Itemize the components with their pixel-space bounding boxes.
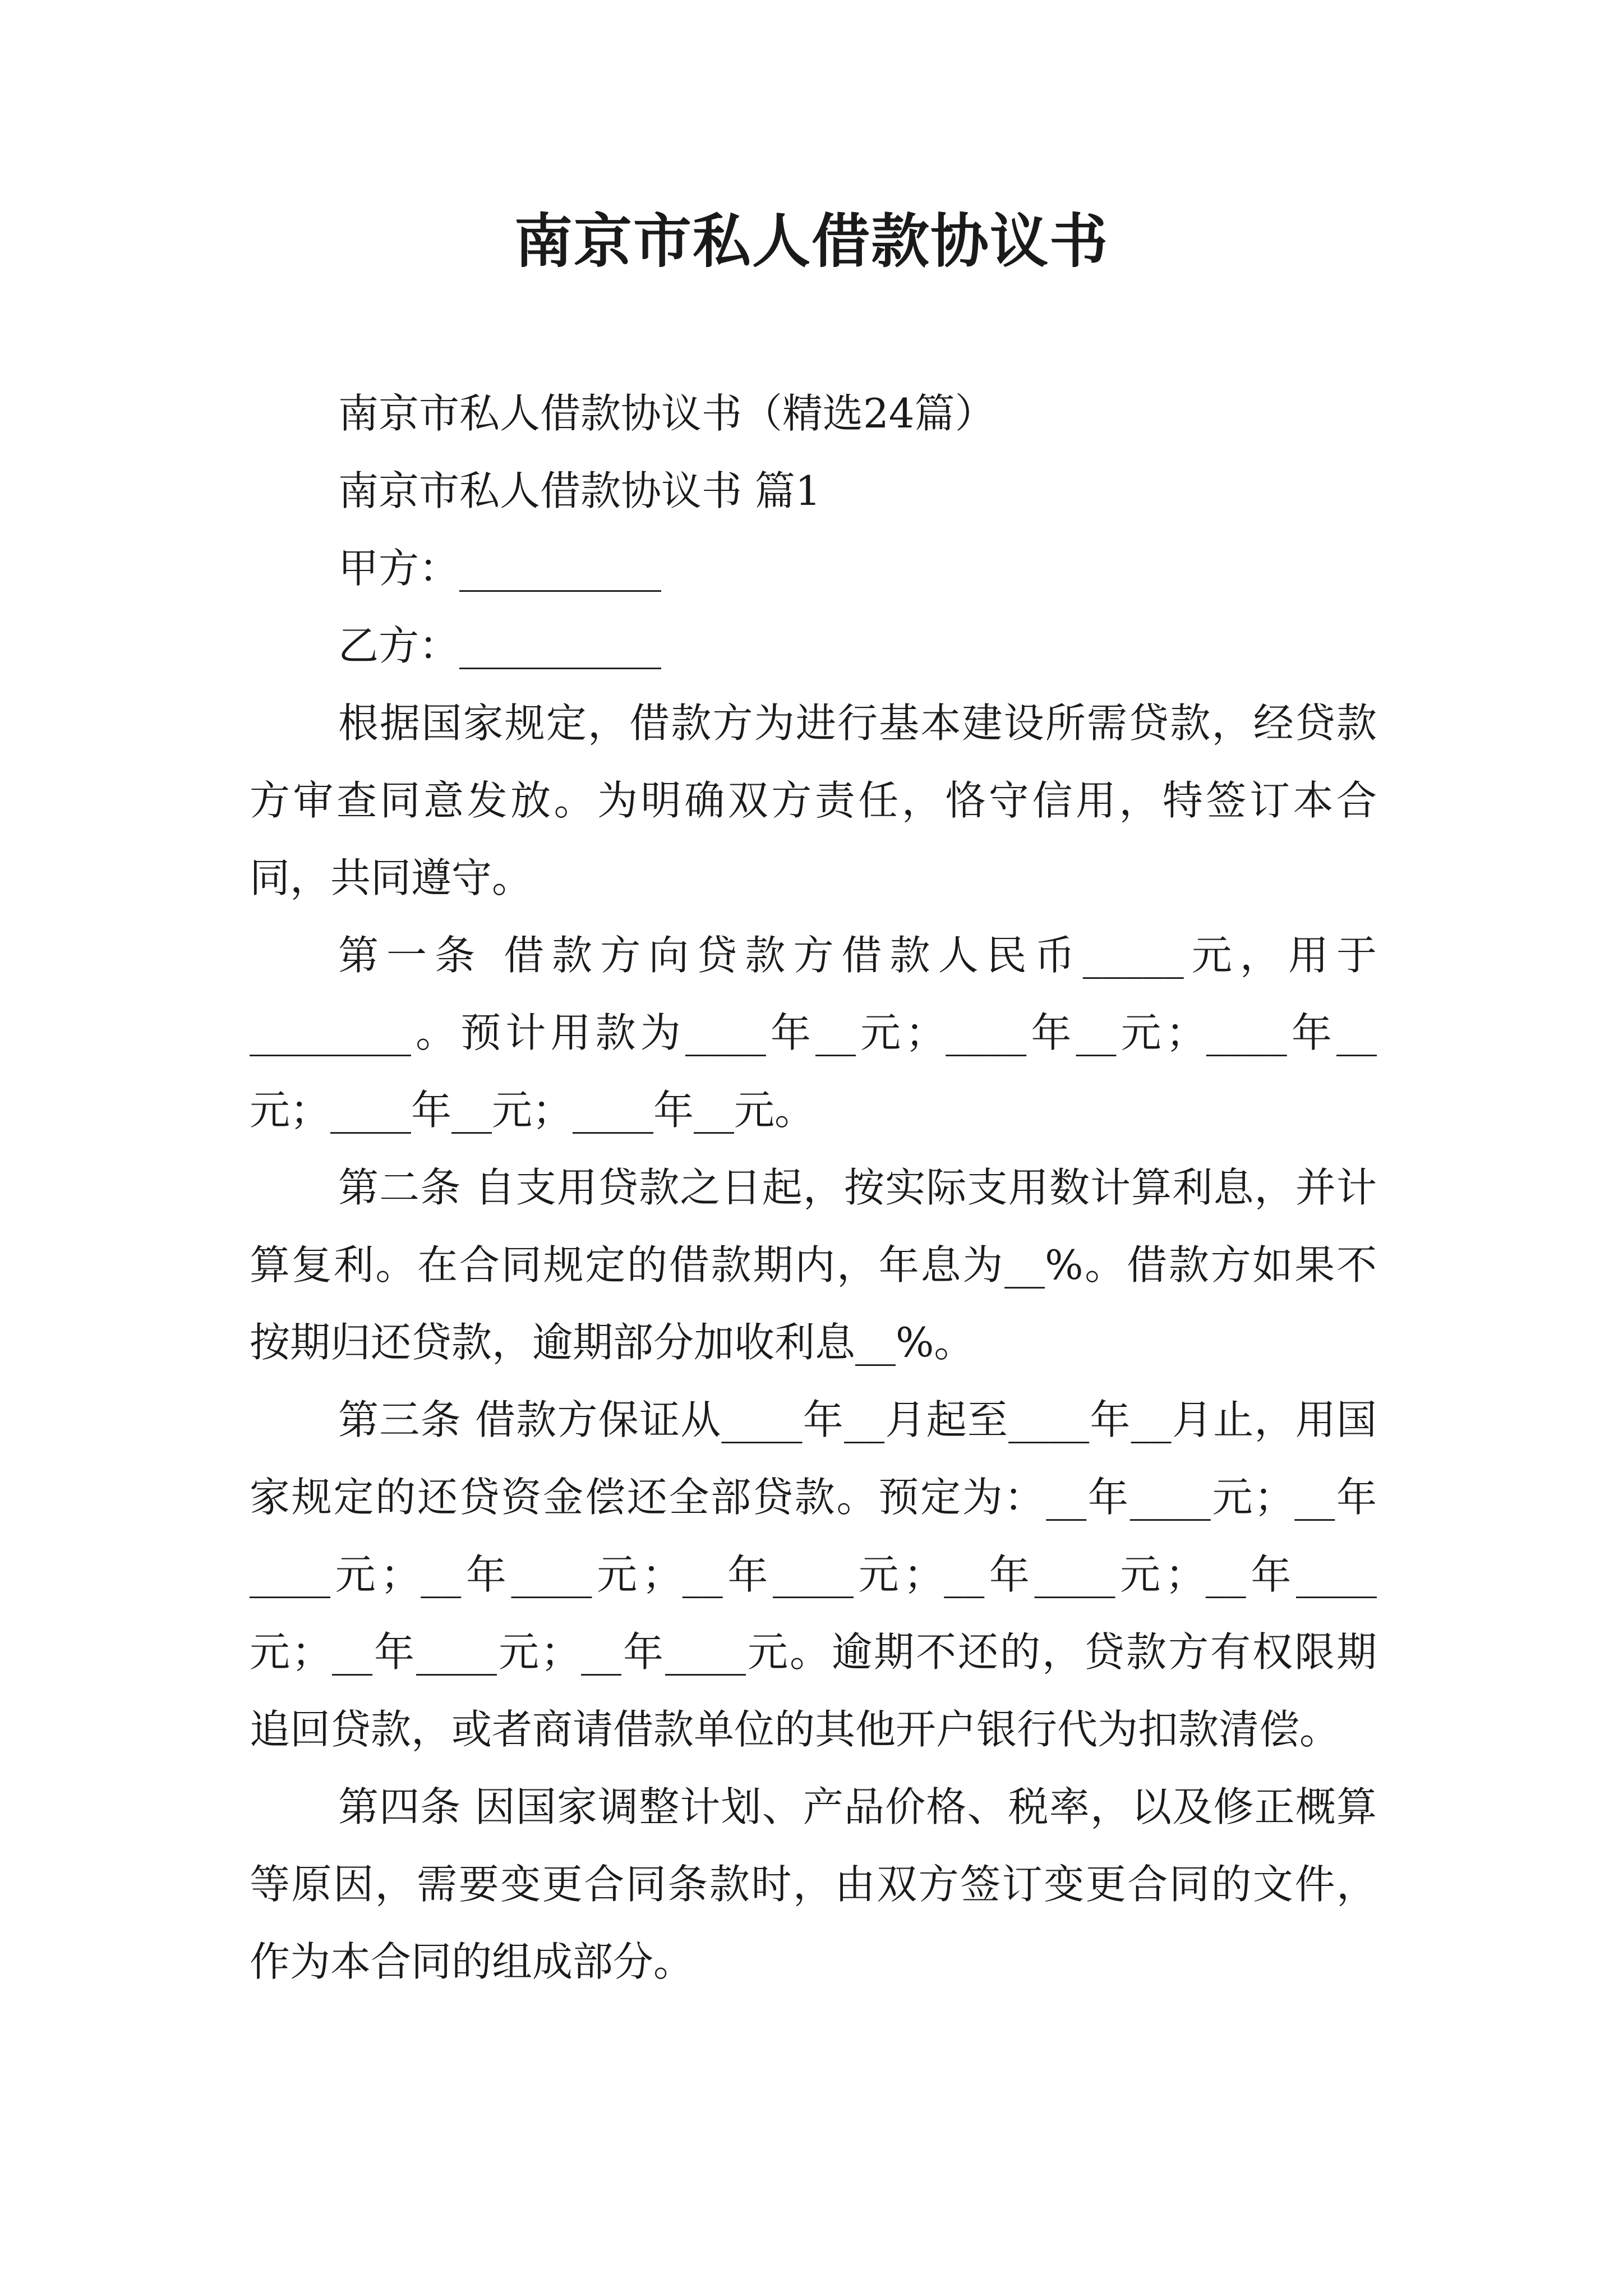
article-1: 第一条 借款方向贷款方借款人民币_____元，用于________。预计用款为____年__元；____年__元；____年__元；____年__元；____年__元。 <box>250 932 1377 1134</box>
section-heading: 南京市私人借款协议书 篇1 <box>338 467 821 514</box>
subtitle: 南京市私人借款协议书（精选24篇） <box>338 390 995 437</box>
article-4: 第四条 因国家调整计划、产品价格、税率，以及修正概算等原因，需要变更合同条款时，由双方签订变更合同的文件，作为本合同的组成部分。 <box>250 1783 1377 1985</box>
preamble-paragraph: 根据国家规定，借款方为进行基本建设所需贷款，经贷款方审查同意发放。为明确双方责任，恪守信用，特签订本合同，共同遵守。 <box>250 700 1377 901</box>
document-body <box>250 375 1377 2000</box>
article-2: 第二条 自支用贷款之日起，按实际支用数计算利息，并计算复利。在合同规定的借款期内，年息为__%。借款方如果不按期归还贷款，逾期部分加收利息__%。 <box>250 1164 1377 1366</box>
article-3: 第三条 借款方保证从____年__月起至____年__月止，用国家规定的还贷资金偿还全部贷款。预定为：__年____元；__年____元；__年____元；__年____元；__年____元；__年____元；__年____元；__年____元。逾期不还的，贷款方有权限期追回贷款，或者商请借款单位的其他开户银行代为扣款清偿。 <box>250 1396 1377 1753</box>
document-title: 南京市私人借款协议书 <box>514 206 1109 275</box>
party-b-line: 乙方：__________ <box>338 622 662 669</box>
party-a-line: 甲方：__________ <box>338 545 662 592</box>
